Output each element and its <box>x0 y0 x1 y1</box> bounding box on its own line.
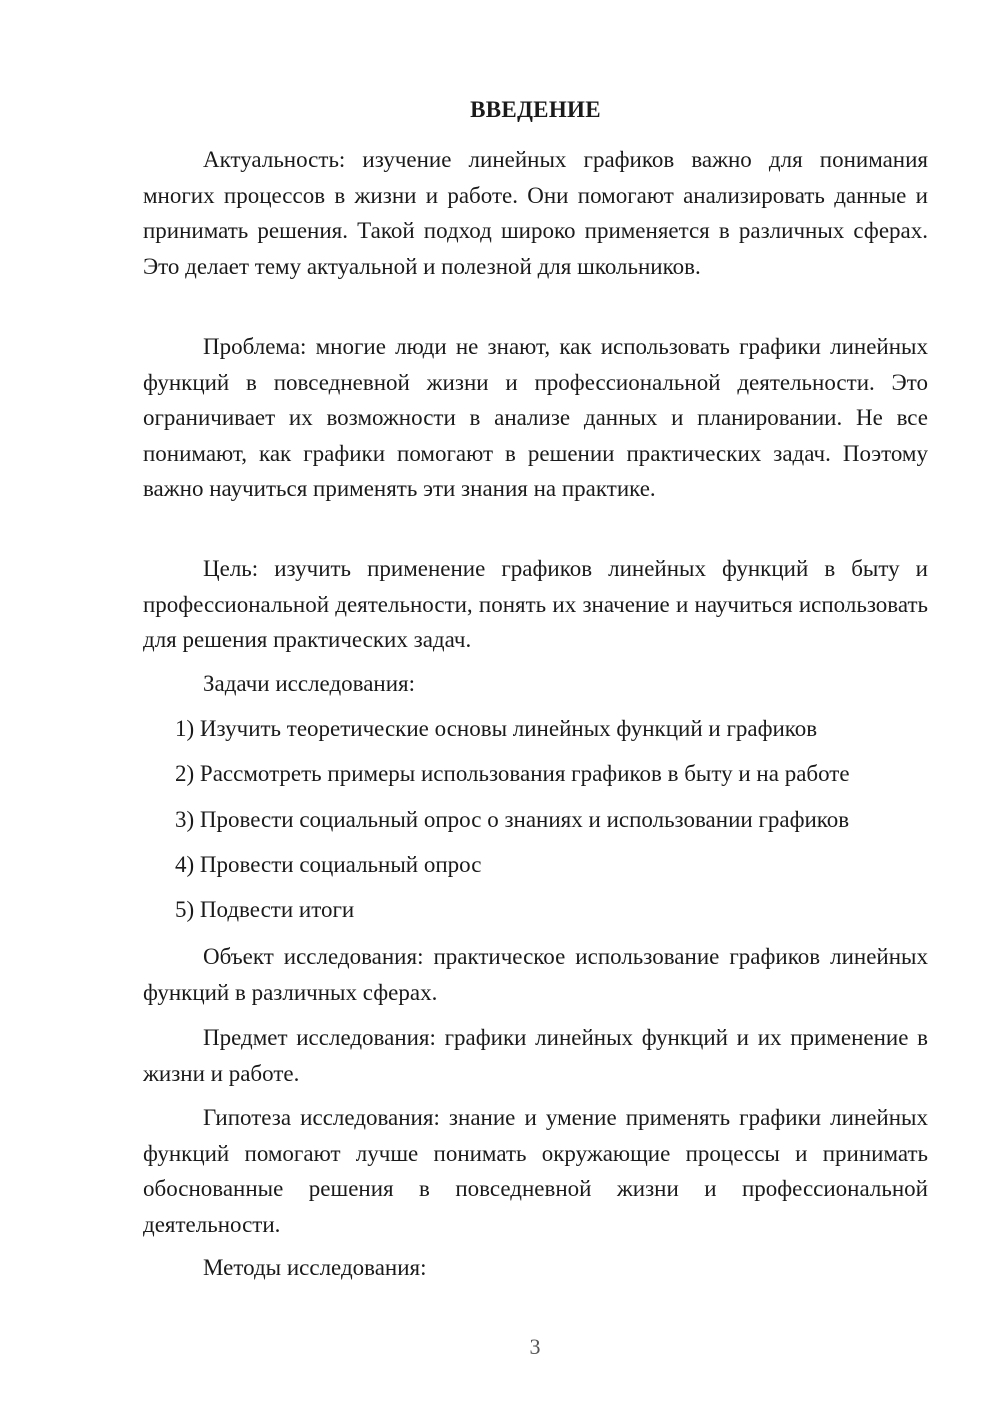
page-number: 3 <box>529 1334 541 1359</box>
list-item: 5) Подвести итоги <box>175 897 355 922</box>
list-item: 2) Рассмотреть примеры использования графиков в быту и на работе <box>175 761 850 786</box>
list-item: 3) Провести социальный опрос о знаниях и использовании графиков <box>175 807 850 832</box>
list-item: 4) Провести социальный опрос <box>175 852 482 877</box>
tasks-label: Задачи исследования: <box>203 671 416 696</box>
paragraph-goal: Цель: изучить применение графиков линейных функций в быту и профессиональной деятельности, понять их значение и научиться использовать для решения практических задач. <box>143 556 928 652</box>
list-item: 1) Изучить теоретические основы линейных функций и графиков <box>175 716 818 741</box>
methods-label: Методы исследования: <box>203 1255 427 1280</box>
paragraph-subject: Предмет исследования: графики линейных функций и их применение в жизни и работе. <box>143 1025 928 1086</box>
page-title: ВВЕДЕНИЕ <box>470 97 601 122</box>
paragraph-relevance: Актуальность: изучение линейных графиков важно для понимания многих процессов в жизни и работе. Они помогают анализировать данные и принимать решения. Такой подход широко применяется в различных сферах. Это делает тему актуальной и полезной для школьников. <box>143 147 928 279</box>
paragraph-hypothesis: Гипотеза исследования: знание и умение применять графики линейных функций помогают лучше понимать окружающие процессы и принимать обоснованные решения в повседневной жизни и профессиональной деятельности. <box>143 1105 928 1237</box>
paragraph-object: Объект исследования: практическое использование графиков линейных функций в различных сферах. <box>143 944 928 1005</box>
paragraph-problem: Проблема: многие люди не знают, как использовать графики линейных функций в повседневной жизни и профессиональной деятельности. Это ограничивает их возможности в анализе данных и планировании. Не все понимают, как графики помогают в решении практических задач. Поэтому важно научиться применять эти знания на практике. <box>143 334 928 501</box>
